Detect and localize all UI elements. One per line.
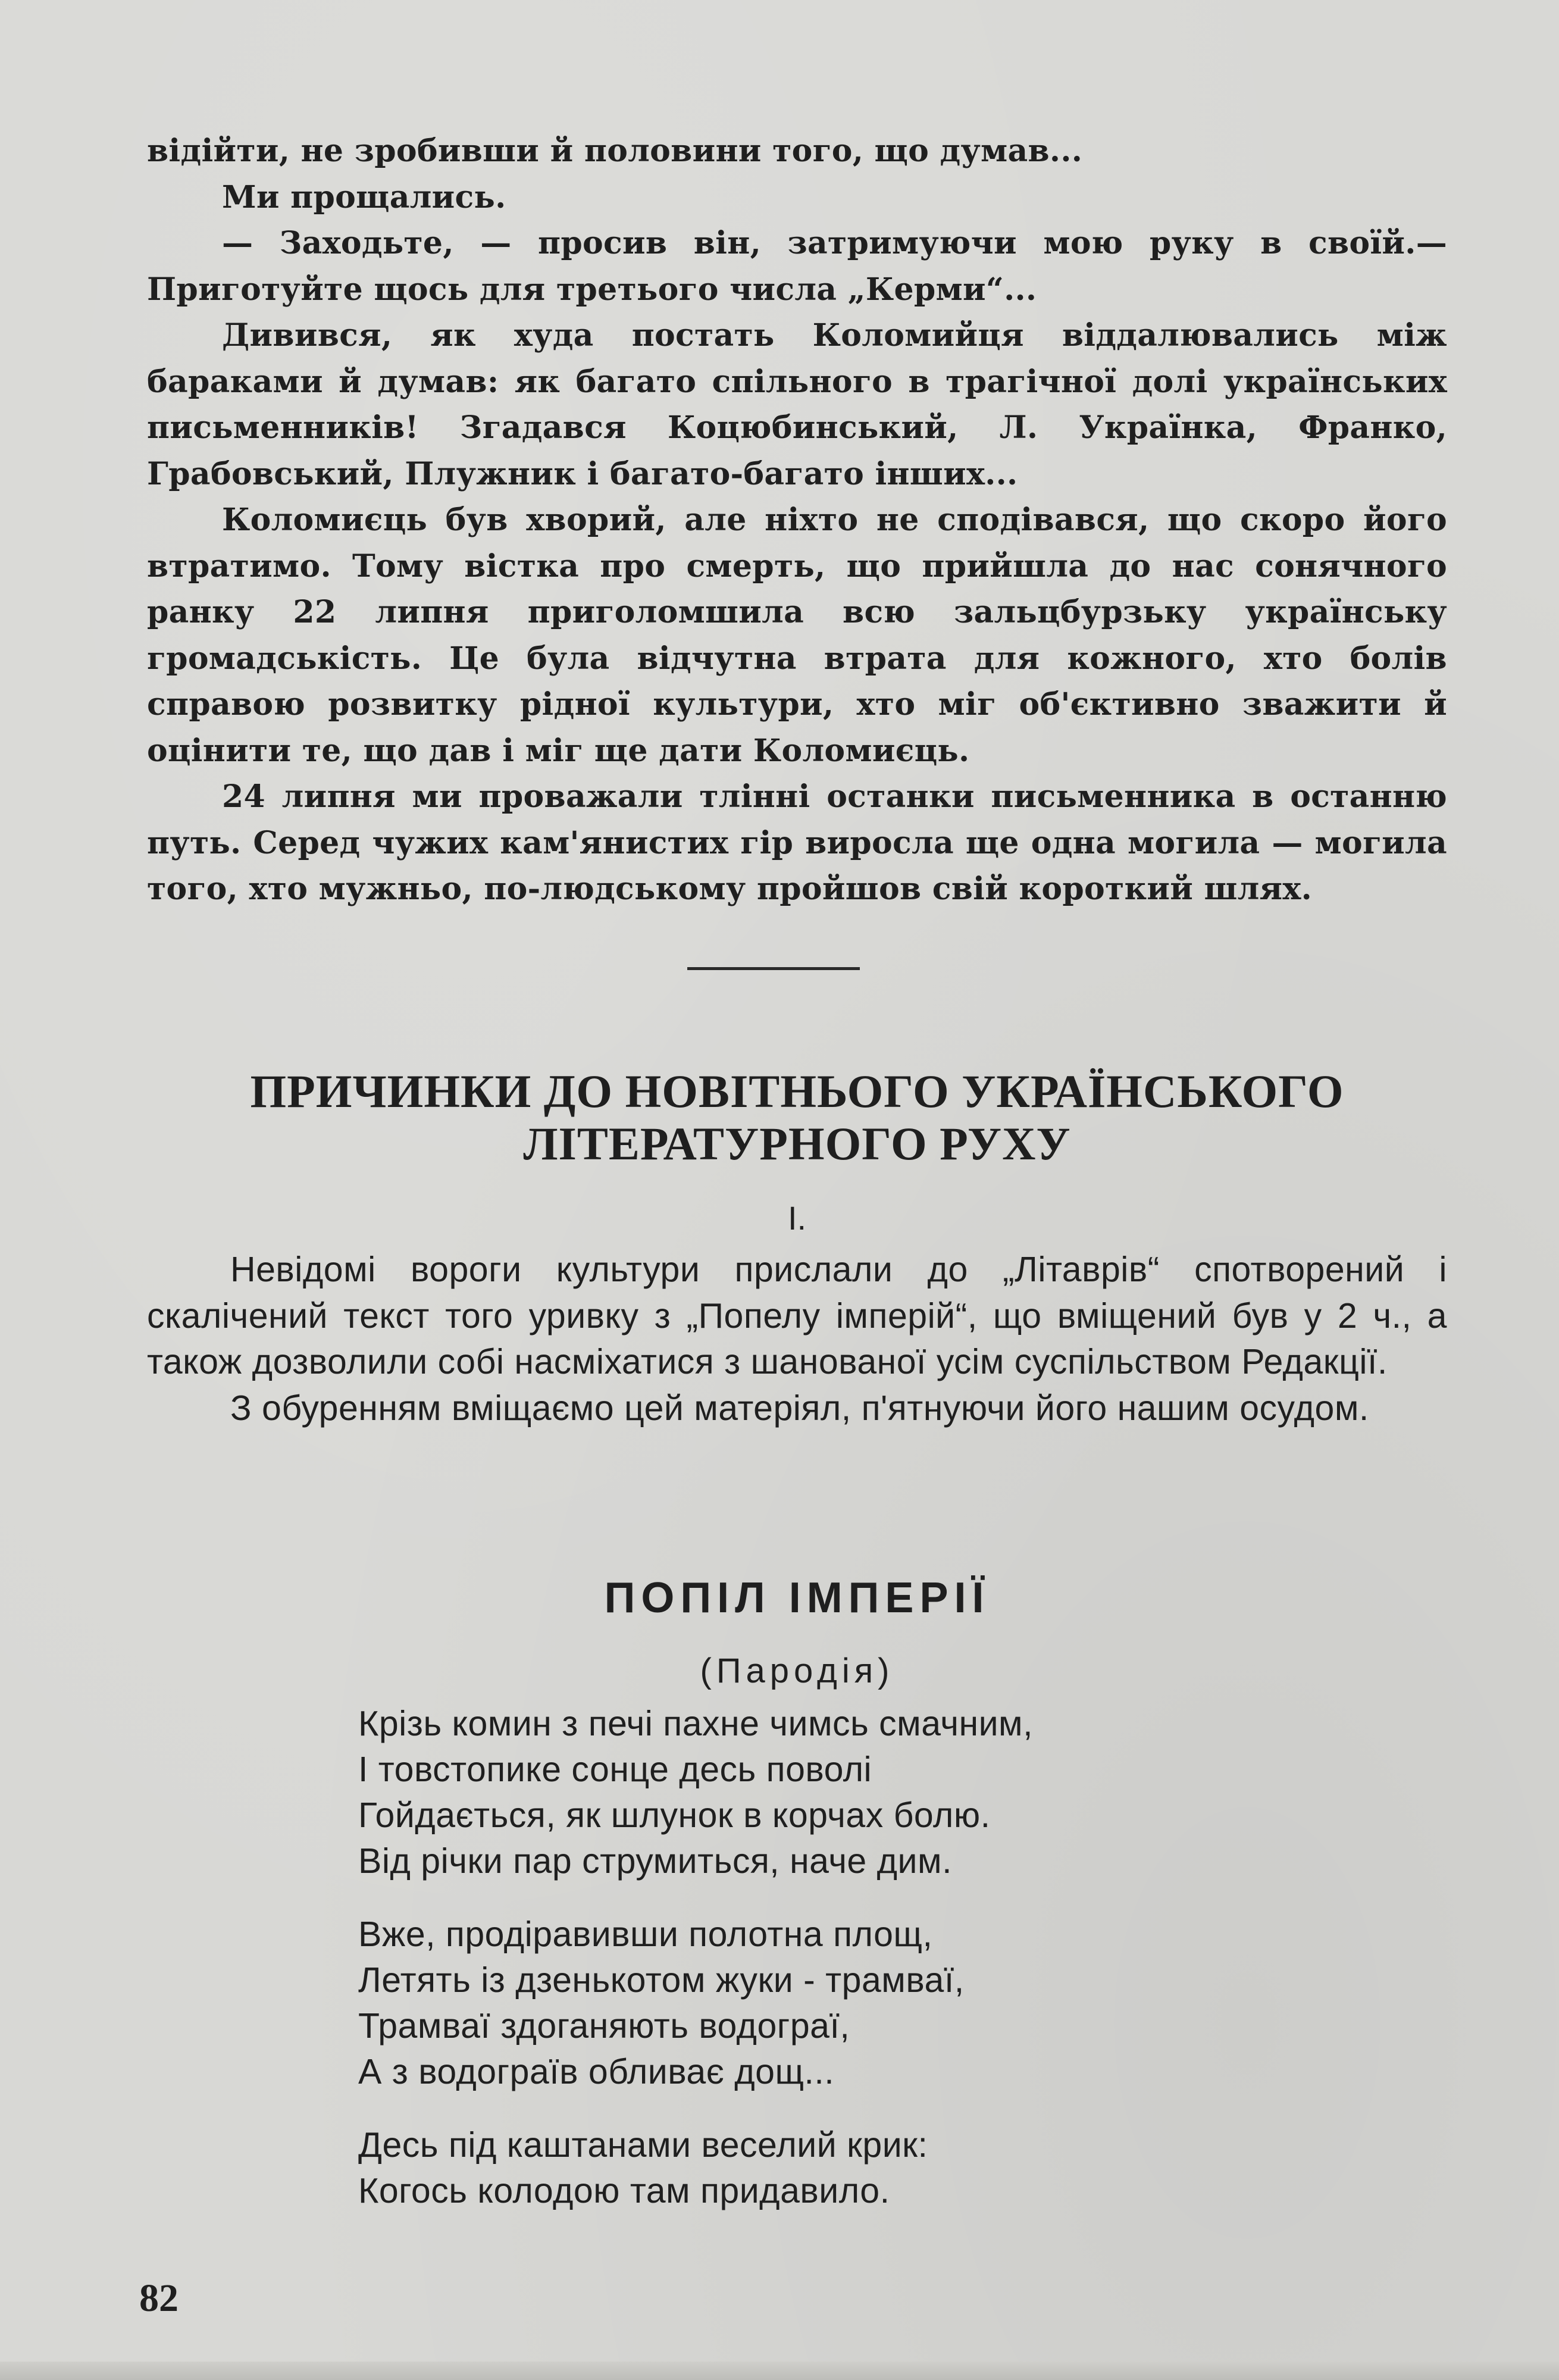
poem-line: Летять із дзенькотом жуки - трамваї,	[358, 1960, 965, 2000]
paragraph: Ми прощались.	[222, 179, 506, 215]
section-title-line-1: ПРИЧИНКИ ДО НОВІТНЬОГО УКРАЇНСЬКОГО	[250, 1065, 1344, 1117]
page-number: 82	[139, 2276, 179, 2320]
poem-line: А з водограїв обливає дощ...	[358, 2052, 835, 2091]
poem-title: ПОПІЛ ІМПЕРІЇ	[604, 1574, 990, 1622]
paragraph: Коломиєць був хворий, але ніхто не сподівався, що скоро його втратимо. Тому вістка про смерть, що прийшла до нас сонячного ранку 22 липня приголомшила всю зальцбурзьку українську громадськість. Це була відчутна втрата для кожного, хто болів справою розвитку рідної культури, хто міг об'єктивно зважити й оцінити те, що дав і міг ще дати Коломиєць.	[147, 502, 1447, 769]
poem-line: Вже, продіравивши полотна площ,	[358, 1915, 933, 1954]
poem-stanza	[358, 1701, 1370, 1884]
paragraph: 24 липня ми проважали тлінні останки письменника в останню путь. Серед чужих кам'янистих гір виросла ще одна могила — могила того, хто мужньо, по-людському пройшов свій короткий шлях.	[147, 778, 1447, 907]
paragraph: Невідомі вороги культури прислали до „Літаврів“ спотворений і скалічений текст того уривку з „Попелу імперій“, що вміщений був у 2 ч., а також дозволили собі насміхатися з шанованої усім суспільством Редакції.	[147, 1250, 1447, 1381]
page-edge	[0, 2362, 1559, 2380]
poem-line: Гойдається, як шлунок в корчах болю.	[358, 1796, 991, 1835]
poem-stanza	[358, 1912, 1370, 2095]
poem-line: Десь під каштанами веселий крик:	[358, 2125, 928, 2165]
paragraph: З обуренням вміщаємо цей матеріял, п'ятнуючи його нашим осудом.	[230, 1388, 1369, 1428]
section-title-line-2: ЛІТЕРАТУРНОГО РУХУ	[523, 1118, 1071, 1169]
section-number: І.	[787, 1199, 807, 1237]
paragraph: Дивився, як худа постать Коломийця віддалювались між бараками й думав: як багато спільного в трагічної долі українських письменників! Згадався Коцюбинський, Л. Українка, Франко, Грабовський, Плужник і багато-багато інших...	[147, 317, 1447, 492]
section-divider	[687, 967, 860, 970]
paragraph: відійти, не зробивши й половини того, що думав...	[147, 133, 1083, 169]
poem-line: Крізь комин з печі пахне чимсь смачним,	[358, 1704, 1033, 1743]
poem-line: Трамваї здоганяють водограї,	[358, 2006, 850, 2046]
poem-stanza	[358, 2122, 1370, 2214]
section-title	[147, 1065, 1447, 1170]
poem-line: Від річки пар струмиться, наче дим.	[358, 1841, 952, 1881]
poem-subtitle: (Пародія)	[700, 1652, 894, 1690]
poem-line: Когось колодою там придавило.	[358, 2171, 890, 2210]
poem-line: І товстопике сонце десь поволі	[358, 1750, 872, 1789]
article-ending	[147, 128, 1447, 912]
poem-body	[358, 1701, 1370, 2241]
paragraph: — Заходьте, — просив він, затримуючи мою руку в своїй.— Приготуйте щось для третього числа „Керми“...	[147, 225, 1447, 308]
section-intro	[147, 1247, 1447, 1431]
